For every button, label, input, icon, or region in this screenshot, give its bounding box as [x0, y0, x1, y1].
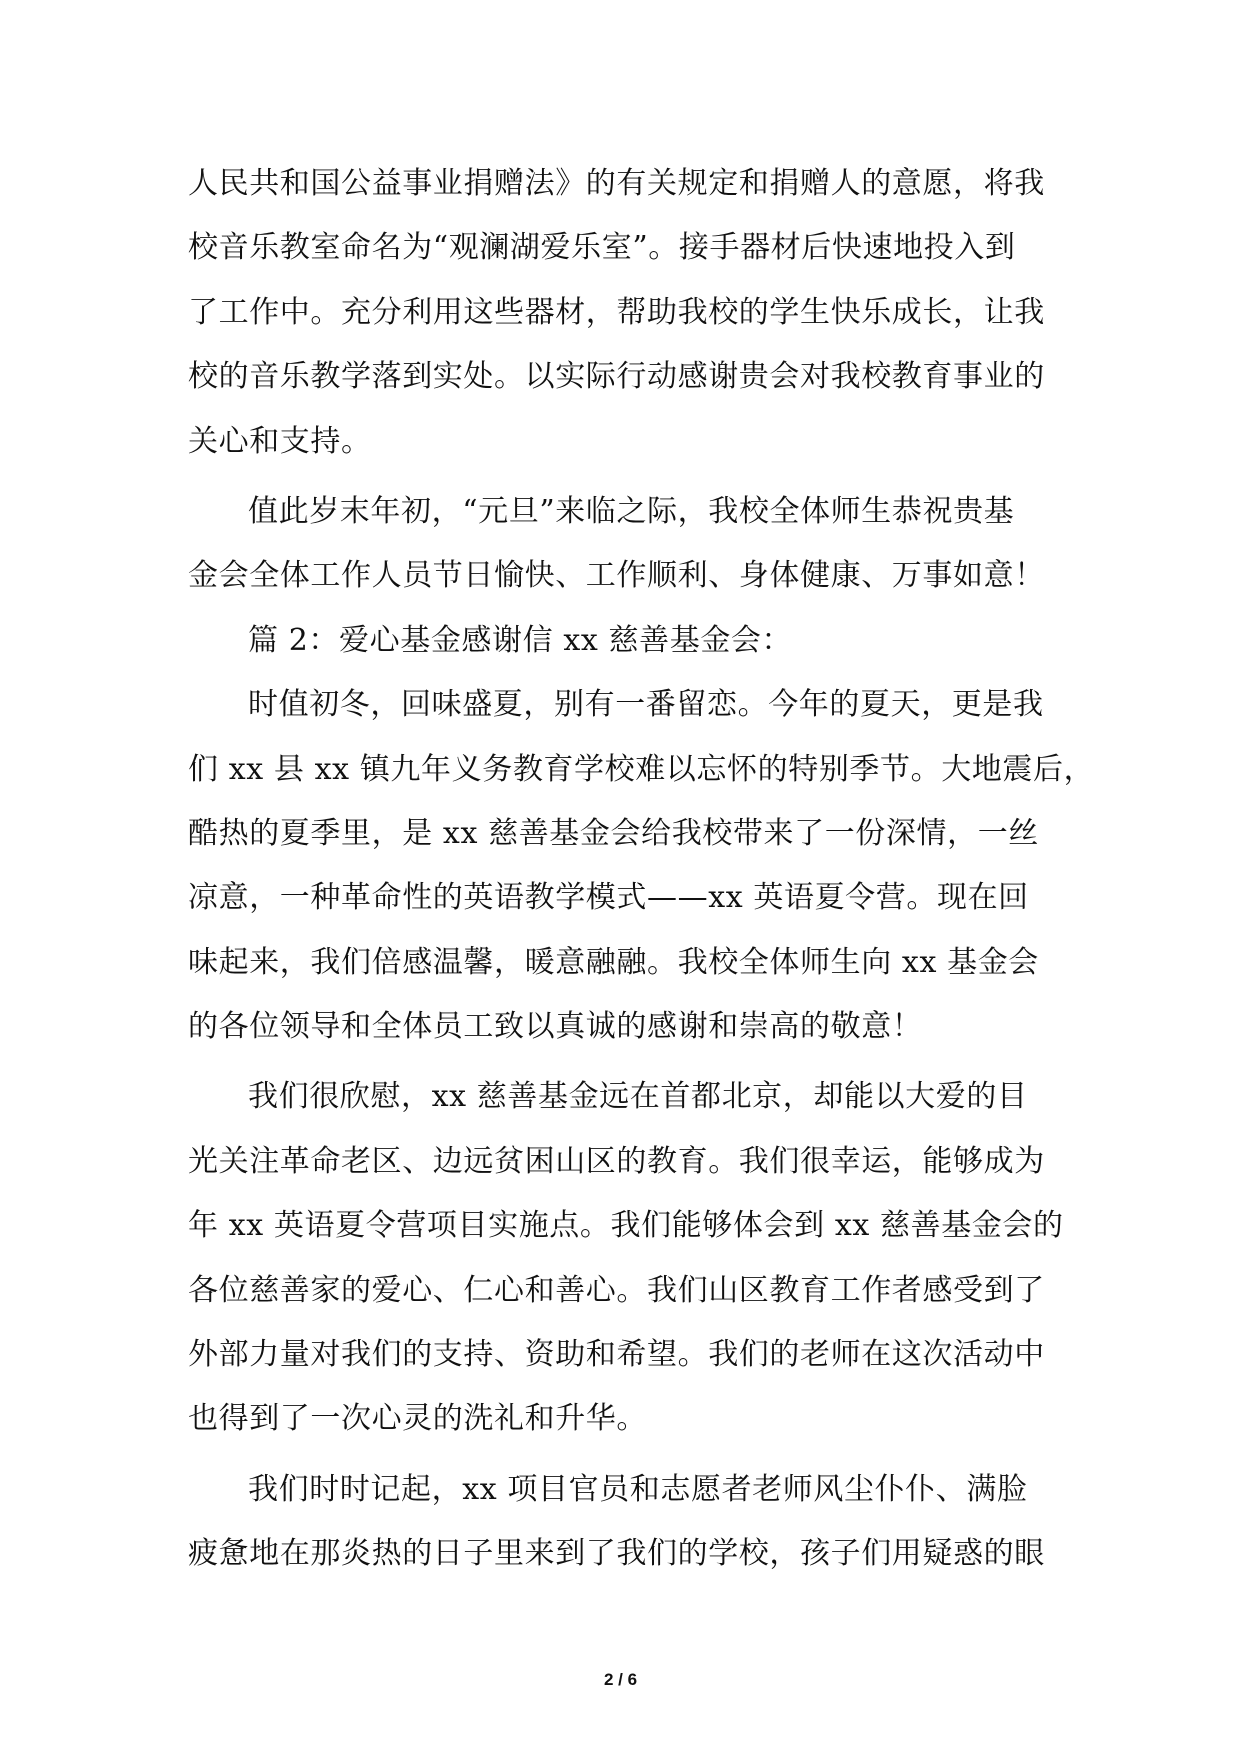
paragraph	[188, 480, 1058, 609]
page-number: 2 / 6	[603, 1670, 638, 1689]
paragraph	[188, 1065, 1064, 1451]
text-line: 时值初冬，回味盛夏，别有一番留恋。今年的夏天，更是我	[248, 687, 1044, 723]
text-line: 也得到了一次心灵的洗礼和升华。	[188, 1401, 647, 1437]
text-line: 们 xx 县 xx 镇九年义务教育学校难以忘怀的特别季节。大地震后，	[188, 751, 1095, 787]
text-line: 值此岁末年初，“元旦”来临之际，我校全体师生恭祝贵基	[248, 493, 1015, 529]
text-line: 外部力量对我们的支持、资助和希望。我们的老师在这次活动中	[188, 1337, 1045, 1373]
text-line: 光关注革命老区、边远贫困山区的教育。我们很幸运，能够成为	[188, 1143, 1045, 1179]
text-line: 各位慈善家的爱心、仁心和善心。我们山区教育工作者感受到了	[188, 1272, 1045, 1308]
text-line: 人民共和国公益事业捐赠法》的有关规定和捐赠人的意愿，将我	[188, 166, 1045, 201]
text-line: 疲惫地在那炎热的日子里来到了我们的学校，孩子们用疑惑的眼	[188, 1536, 1045, 1572]
text-line: 年 xx 英语夏令营项目实施点。我们能够体会到 xx 慈善基金会的	[188, 1208, 1064, 1244]
body-text	[188, 152, 1095, 1587]
section-heading	[188, 609, 1058, 673]
text-line: 校的音乐教学落到实处。以实际行动感谢贵会对我校教育事业的	[188, 359, 1045, 395]
text-line: 酷热的夏季里，是 xx 慈善基金会给我校带来了一份深情，一丝	[188, 815, 1039, 851]
text-line: 的各位领导和全体员工致以真诚的感谢和崇高的敬意！	[188, 1009, 923, 1045]
paragraph	[188, 1458, 1058, 1587]
text-line: 关心和支持。	[188, 423, 372, 459]
text-line: 篇 2：爱心基金感谢信 xx 慈善基金会：	[248, 622, 793, 658]
text-line: 金会全体工作人员节日愉快、工作顺利、身体健康、万事如意！	[188, 558, 1045, 594]
paragraph	[188, 152, 1058, 474]
text-line: 味起来，我们倍感温馨，暖意融融。我校全体师生向 xx 基金会	[188, 944, 1039, 980]
paragraph	[188, 673, 1095, 1059]
text-line: 我们很欣慰，xx 慈善基金远在首都北京，却能以大爱的目	[248, 1079, 1028, 1115]
text-line: 凉意，一种革命性的英语教学模式——xx 英语夏令营。现在回	[188, 880, 1029, 916]
text-line: 校音乐教室命名为“观澜湖爱乐室”。接手器材后快速地投入到	[188, 230, 1016, 266]
text-line: 我们时时记起，xx 项目官员和志愿者老师风尘仆仆、满脸	[248, 1471, 1028, 1507]
text-line: 了工作中。充分利用这些器材，帮助我校的学生快乐成长，让我	[188, 294, 1045, 330]
